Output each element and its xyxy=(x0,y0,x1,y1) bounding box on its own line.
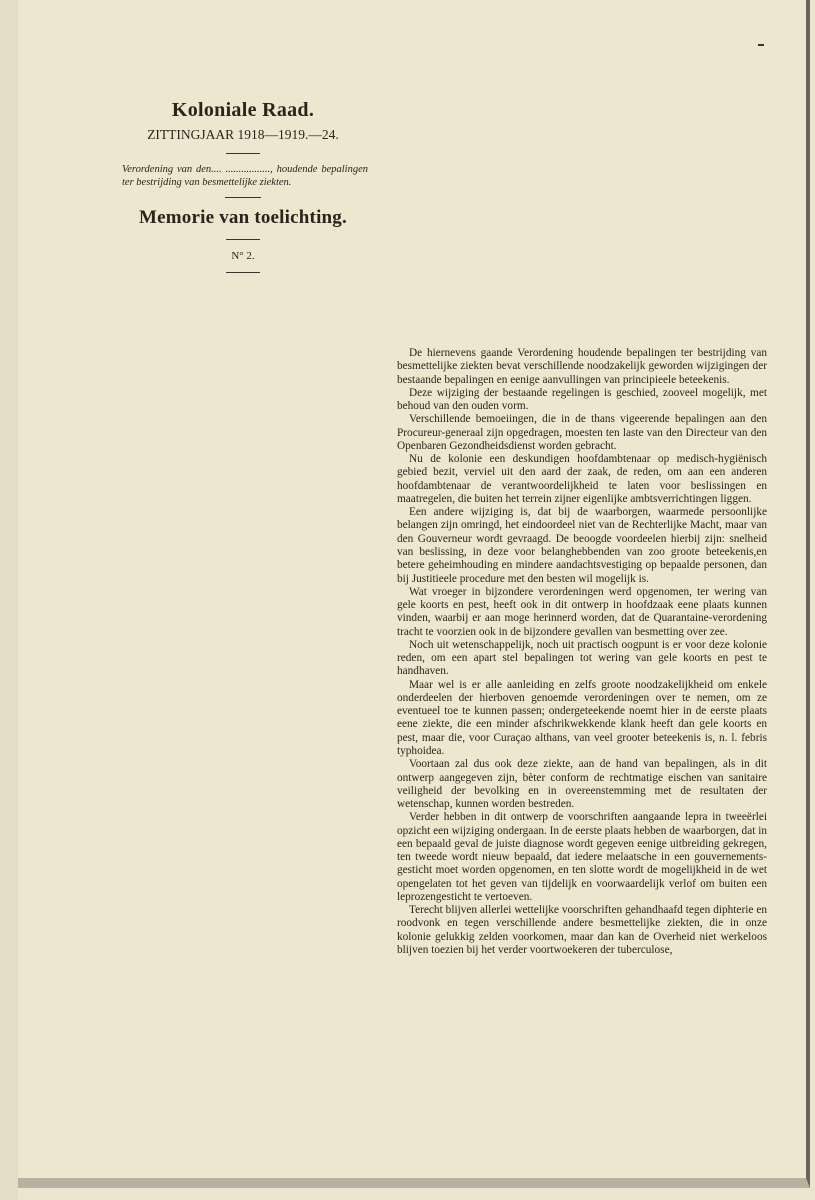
body-paragraph: De hiernevens gaande Verordening houdende bepalingen ter bestrijding van besmettelijke ziekten bevat verschillende noodzakelijk geworden wijzigingen der bestaande bepalingen en eenige aanvullingen van principieele beteekenis. xyxy=(397,347,767,386)
body-paragraph: Maar wel is er alle aanleiding en zelfs groote noodzakelijkheid om enkele onderdeelen der hierboven genoemde verordeningen over te nemen, om ze eventueel toe te kunnen passen; ondergeteekende noemt hier in de eerste plaats eene ziekte, die een minder afschrikwekkende klank heeft dan gele koorts en pest, maar die, voor Curaçao althans, van veel grooter beteekenis is, n. l. febris typhoidea. xyxy=(397,678,767,757)
memorie-heading: Memorie van toelichting. xyxy=(139,207,347,228)
body-paragraph: Terecht blijven allerlei wettelijke voorschriften gehandhaafd tegen diphterie en roodvonk en tegen verschillende andere besmettelijke ziekten, die in onze kolonie gelukkig zelden voorkomen, maar dan kan de Overheid niet werkeloos blijven toezien bij het verder voortwoekeren der tuberculose, xyxy=(397,904,767,956)
body-paragraph: Wat vroeger in bijzondere verordeningen werd opgenomen, ter wering van gele koorts en pest, heeft ook in dit ontwerp in hoofdzaak eene plaats kunnen vinden, waarbij er aan moge herinnerd worden, dat de Quarantaine-verordening tracht te voorzien ook in de bijzondere gevallen van besmetting over zee. xyxy=(397,585,767,638)
document-number: N° 2. xyxy=(231,250,255,262)
body-paragraph: Een andere wijziging is, dat bij de waarborgen, waarmede persoonlijke belangen zijn omringd, het eindoordeel niet van de Rechterlijke Macht, maar van den Gouverneur wordt gevraagd. De beoogde voordeelen hierbij zijn: snelheid van beslissing, in deze voor belanghebbenden van zoo groote beteekenis,en betere geheimhouding en mindere aandachtsvestiging op bepaalde personen, dan bij Justitieele procedure met den besten wil mogelijk is. xyxy=(397,506,767,585)
divider xyxy=(226,153,260,154)
body-paragraph: Nu de kolonie een deskundigen hoofdambtenaar op medisch-hygiënisch gebied bezit, verviel uit den aard der zaak, de reden, om aan een anderen hoofdambtenaar de verantwoordelijkheid te laten voor beslissingen en maatregelen, die buiten het terrein zijner eigenlijke ambtsverrichtingen liggen. xyxy=(397,453,767,505)
council-title: Koloniale Raad. xyxy=(171,99,315,121)
document-header xyxy=(112,98,374,282)
memorandum-body xyxy=(397,347,767,957)
body-paragraph: Deze wijziging der bestaande regelingen is geschied, zooveel mogelijk, met behoud van den ouden vorm. xyxy=(397,386,767,413)
divider xyxy=(226,272,260,273)
page-edge xyxy=(0,0,18,1200)
body-paragraph: Voortaan zal dus ook deze ziekte, aan de hand van bepalingen, als in dit ontwerp aangegeven zijn, bèter conform de rechtmatige eischen van sanitaire veiligheid der bevolking en in overeenstemming met de resultaten der wetenschap, kunnen worden bestreden. xyxy=(397,758,767,811)
divider xyxy=(226,239,260,240)
session-year: ZITTINGJAAR 1918—1919.—24. xyxy=(147,127,339,142)
scan-mark xyxy=(758,44,764,46)
body-paragraph: Verschillende bemoeiingen, die in de thans vigeerende bepalingen aan den Procureur-generaal zijn opgedragen, moesten ten laste van den Directeur van den Openbaren Gezondheidsdienst worden gebracht. xyxy=(397,413,767,452)
ordinance-subtitle: Verordening van den.... ................., houdende bepalingen ter bestrijding van besmettelijke ziekten. xyxy=(122,164,368,188)
body-paragraph: Verder hebben in dit ontwerp de voorschriften aangaande lepra in tweeërlei opzicht een wijziging ondergaan. In de eerste plaats hebben de waarborgen, dat in een bepaald geval de juiste diagnose wordt gegeven eenige uitbreiding gekregen, ten tweede wordt nieuw bepaald, dat iedere melaatsche in een gouvernements-gesticht moet worden opgenomen, en ten slotte wordt de mogelijkheid in de wet opengelaten tot het geven van tijdelijk en voorwaardelijk verlof om buiten een leprozengesticht te vertoeven. xyxy=(397,811,767,903)
divider xyxy=(225,197,261,198)
body-paragraph: Noch uit wetenschappelijk, noch uit practisch oogpunt is er voor deze kolonie reden, om een apart stel bepalingen tot wering van gele koorts en pest te handhaven. xyxy=(397,638,767,678)
